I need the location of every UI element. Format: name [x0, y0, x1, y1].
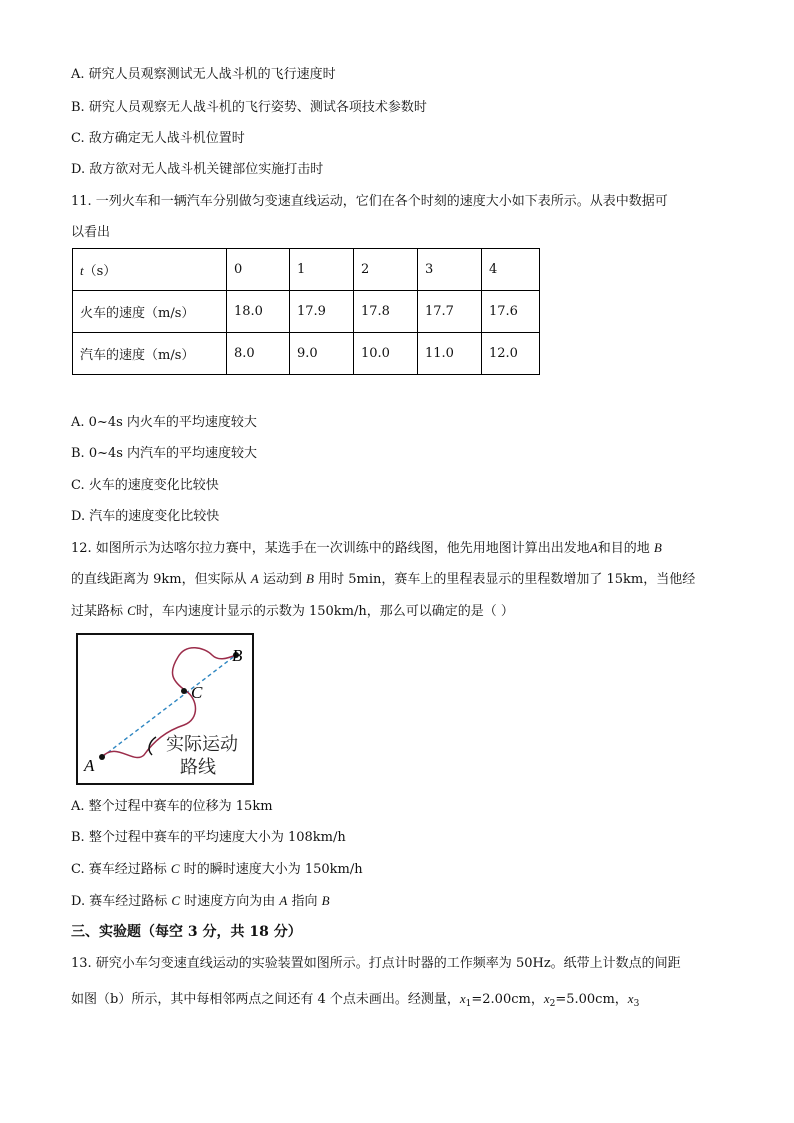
route-diagram — [76, 633, 254, 785]
point-c-ref: C — [127, 603, 136, 618]
q10-option-b: B. 研究人员观察无人战斗机的飞行姿势、测试各项技术参数时 — [71, 100, 427, 115]
table-row-label: 火车的速度（m/s） — [73, 291, 227, 333]
x2-subscript: 2 — [549, 999, 556, 1009]
x1-value: =2.00cm， — [471, 992, 544, 1007]
table-cell: 1 — [290, 249, 354, 291]
q12-stem-line3 — [71, 602, 514, 621]
q13-text: 如图（b）所示，其中每相邻两点之间还有 4 个点未画出。经测量， — [71, 992, 460, 1007]
q12-text: 用时 5min，赛车上的里程表显示的里程数增加了 15km，当他经 — [318, 572, 696, 587]
route-label-line2: 路线 — [180, 757, 216, 778]
point-b-ref: B — [653, 540, 662, 555]
table-header-time — [73, 249, 227, 291]
q13-stem-line1: 13. 研究小车匀变速直线运动的实验装置如图所示。打点计时器的工作频率为 50Hz。纸带上计数点的间距 — [71, 956, 681, 971]
x1-subscript: 1 — [465, 999, 472, 1009]
table-cell: 9.0 — [290, 333, 354, 375]
q11-stem-line1: 11. 一列火车和一辆汽车分别做匀变速直线运动，它们在各个时刻的速度大小如下表所示。从表中数据可 — [71, 194, 668, 209]
table-row-label: 汽车的速度（m/s） — [73, 333, 227, 375]
x2-symbol: x — [543, 991, 550, 1006]
table-cell: 8.0 — [227, 333, 290, 375]
point-a-dot — [99, 754, 105, 760]
q12-text: 运动到 — [262, 572, 302, 587]
point-b-label: B — [232, 646, 243, 665]
q12-text: 时，车内速度计显示的示数为 150km/h，那么可以确定的是（ ） — [135, 604, 514, 619]
q12-text: 的直线距离为 9km，但实际从 — [71, 572, 247, 587]
q12-option-text: C. 赛车经过路标 — [71, 862, 167, 877]
x2-value: =5.00cm， — [555, 992, 628, 1007]
q11-option-c: C. 火车的速度变化比较快 — [71, 478, 219, 493]
table-cell: 17.6 — [482, 291, 540, 333]
table-cell: 11.0 — [418, 333, 482, 375]
point-a-label: A — [84, 756, 95, 775]
table-cell: 18.0 — [227, 291, 290, 333]
table-cell: 17.9 — [290, 291, 354, 333]
table-row-train — [73, 291, 540, 333]
x1-symbol: x — [459, 991, 466, 1006]
q12-option-b: B. 整个过程中赛车的平均速度大小为 108km/h — [71, 830, 346, 845]
point-b-ref: B — [306, 571, 314, 586]
q12-option-d — [71, 892, 330, 911]
q12-stem-line1 — [71, 539, 662, 558]
q12-text: 12. 如图所示为达喀尔拉力赛中，某选手在一次训练中的路线图，他先用地图计算出出发地 — [71, 541, 590, 556]
q12-option-text: 时速度方向为由 — [184, 894, 276, 909]
table-cell: 2 — [354, 249, 418, 291]
point-b-ref: B — [321, 893, 330, 908]
table-cell: 10.0 — [354, 333, 418, 375]
q10-option-d: D. 敌方欲对无人战斗机关键部位实施打击时 — [71, 162, 324, 177]
x3-subscript: 3 — [633, 999, 640, 1009]
q12-option-text: 时的瞬时速度大小为 150km/h — [183, 862, 363, 877]
q12-option-a: A. 整个过程中赛车的位移为 15km — [71, 799, 273, 814]
route-figure — [76, 633, 254, 785]
q11-option-d: D. 汽车的速度变化比较快 — [71, 509, 220, 524]
table-row-car — [73, 333, 540, 375]
q12-text: 和目的地 — [597, 541, 650, 556]
table-cell: 4 — [482, 249, 540, 291]
q12-stem-line2 — [71, 570, 695, 589]
table-cell: 12.0 — [482, 333, 540, 375]
point-c-dot — [181, 688, 187, 694]
q12-option-text: 指向 — [291, 894, 318, 909]
q11-stem-line2: 以看出 — [71, 225, 111, 240]
table-cell: 17.8 — [354, 291, 418, 333]
point-c-ref: C — [171, 893, 181, 908]
route-label-line1: 实际运动 — [166, 734, 238, 755]
q10-option-c: C. 敌方确定无人战斗机位置时 — [71, 131, 245, 146]
speed-table — [72, 248, 540, 375]
point-a-ref: A — [589, 540, 598, 555]
section-title: 三、实验题（每空 3 分，共 18 分） — [71, 924, 302, 940]
point-a-ref: A — [250, 571, 259, 586]
x3-symbol: x — [627, 991, 634, 1006]
time-symbol: t — [80, 263, 84, 278]
table-header-row — [73, 249, 540, 291]
q10-option-a: A. 研究人员观察测试无人战斗机的飞行速度时 — [71, 67, 336, 82]
q12-option-text: D. 赛车经过路标 — [71, 894, 168, 909]
point-c-ref: C — [170, 861, 180, 876]
q12-text: 过某路标 — [71, 604, 124, 619]
point-c-label: C — [191, 683, 203, 702]
table-cell: 17.7 — [418, 291, 482, 333]
table-cell: 0 — [227, 249, 290, 291]
q11-option-a: A. 0~4s 内火车的平均速度较大 — [71, 415, 257, 430]
time-unit: （s） — [83, 264, 117, 279]
q13-stem-line2 — [71, 990, 639, 1013]
q12-option-c — [71, 860, 363, 879]
point-a-ref: A — [279, 893, 288, 908]
table-cell: 3 — [418, 249, 482, 291]
q11-option-b: B. 0~4s 内汽车的平均速度较大 — [71, 446, 258, 461]
